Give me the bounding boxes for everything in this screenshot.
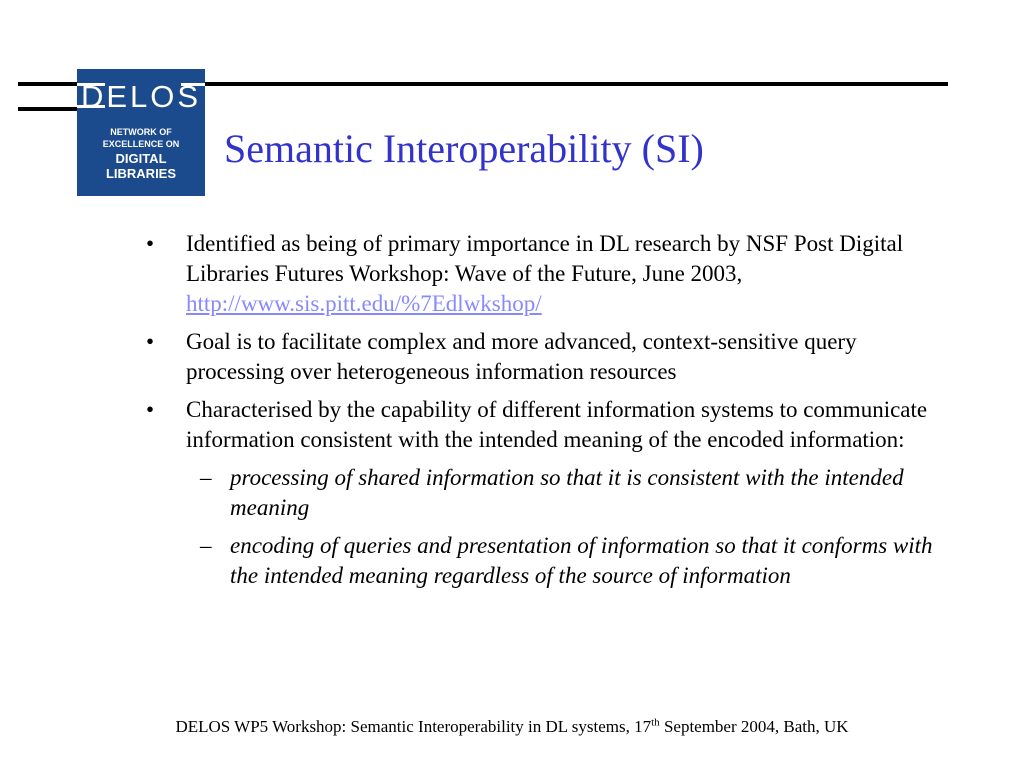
sub-bullet-text: processing of shared information so that it is consistent with the intended meaning xyxy=(230,465,904,520)
logo-line-4: LIBRARIES xyxy=(105,166,177,181)
logo-line-3: DIGITAL xyxy=(115,151,167,166)
slide-title: Semantic Interoperability (SI) xyxy=(224,126,704,171)
bullet-text: Goal is to facilitate complex and more advanced, context-sensitive query processing over heterogeneous information resources xyxy=(186,329,857,384)
logo-line-2: EXCELLENCE ON xyxy=(102,139,180,149)
footer-text: DELOS WP5 Workshop: Semantic Interoperability in DL systems, 17 xyxy=(175,717,652,736)
bullet-marker: • xyxy=(146,231,155,256)
bullet-marker: • xyxy=(146,397,155,422)
bullet-text: Identified as being of primary importance in DL research by NSF Post Digital Libraries Futures Workshop: Wave of the Future, June 2003, xyxy=(186,231,904,286)
header-rule-short xyxy=(18,107,80,111)
logo-line-1: NETWORK OF xyxy=(110,127,172,137)
footer-ordinal: th xyxy=(651,716,660,729)
bullet-item xyxy=(140,395,940,455)
sub-bullet-item xyxy=(184,531,940,591)
slide-footer xyxy=(0,717,1024,737)
delos-logo xyxy=(77,69,205,196)
dash-marker: – xyxy=(200,533,212,558)
workshop-link[interactable]: http://www.sis.pitt.edu/%7Edlwkshop/ xyxy=(186,291,542,316)
logo-wordmark: DELOS xyxy=(80,79,202,114)
bullet-item xyxy=(140,327,940,387)
slide-body xyxy=(140,229,940,599)
bullet-item xyxy=(140,229,940,319)
footer-text-end: September 2004, Bath, UK xyxy=(659,717,849,736)
bullet-marker: • xyxy=(146,329,155,354)
sub-bullet-text: encoding of queries and presentation of information so that it conforms with the intended meaning regardless of the source of information xyxy=(230,533,933,588)
sub-bullet-item xyxy=(184,463,940,523)
dash-marker: – xyxy=(200,465,212,490)
bullet-text: Characterised by the capability of different information systems to communicate information consistent with the intended meaning of the encoded information: xyxy=(186,397,928,452)
